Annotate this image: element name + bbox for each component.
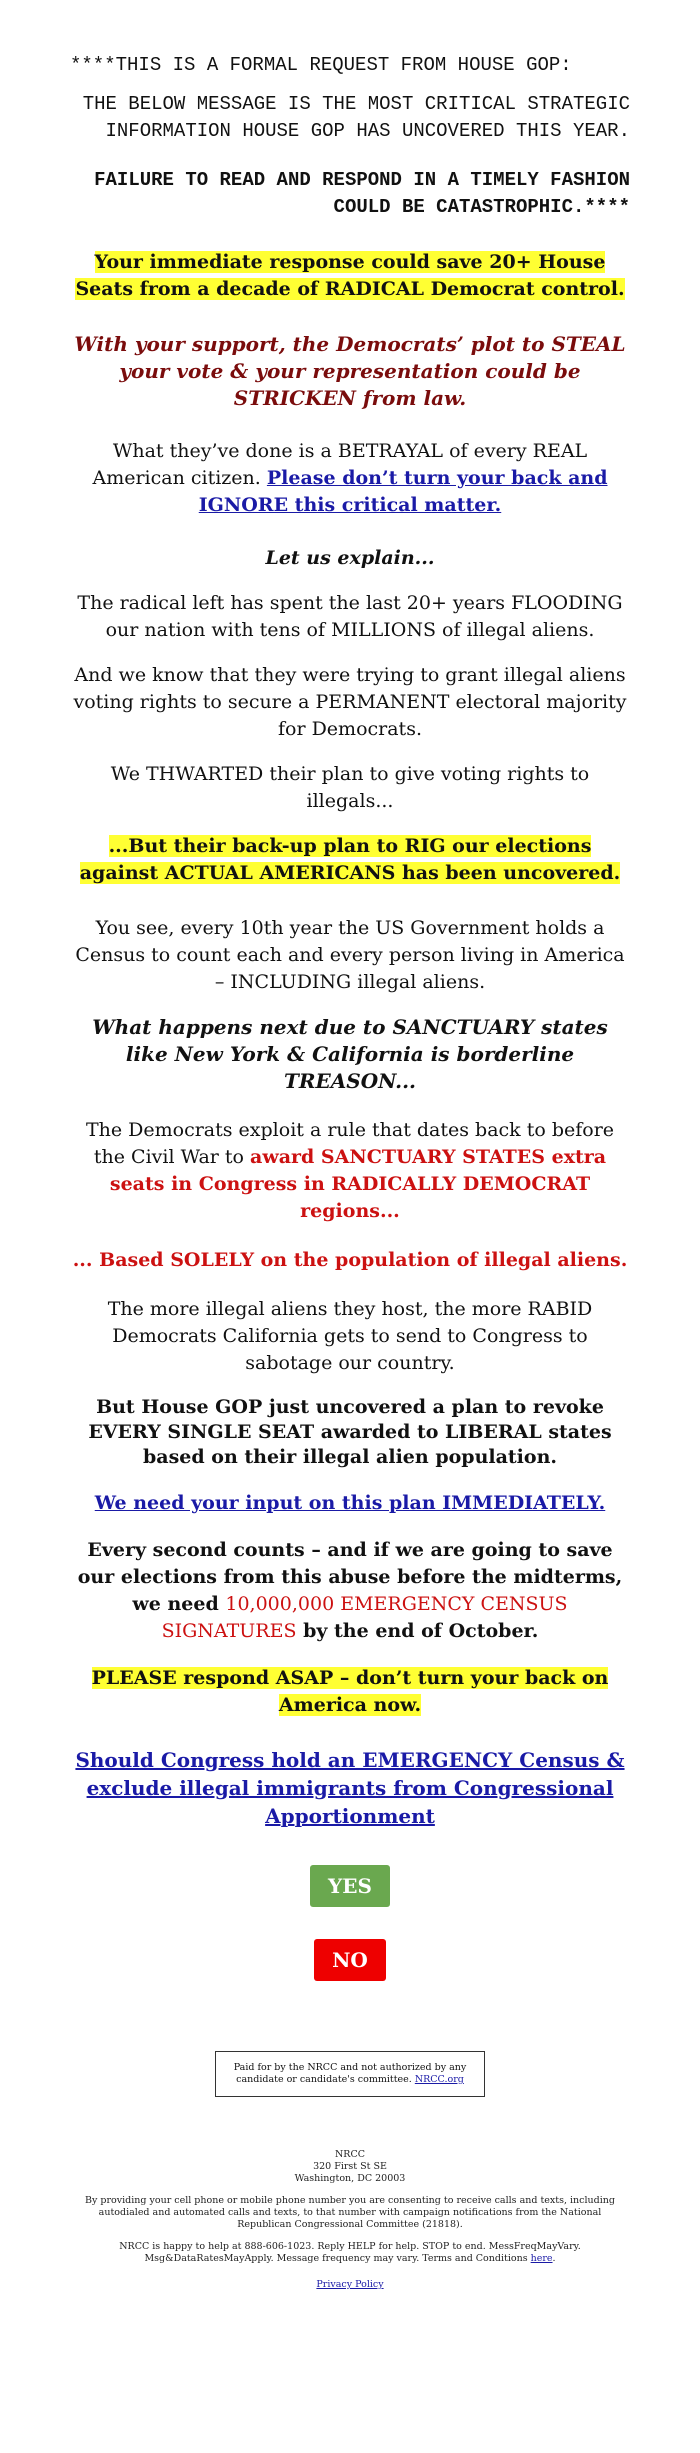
email-body — [70, 0, 630, 2291]
counts-red-text: 10,000,000 EMERGENCY CENSUS SIGNATURES — [161, 1593, 568, 1642]
privacy-policy-link[interactable]: Privacy Policy — [316, 2279, 384, 2290]
footer-city: Washington, DC 20003 — [294, 2173, 406, 2184]
nrcc-org-link[interactable]: NRCC.org — [414, 2074, 464, 2085]
census-paragraph: You see, every 10th year the US Government holds a Census to count each and every person living in America – INCLUDING illegal aliens. — [75, 917, 625, 993]
counts-text-a: Every second counts – and if we are going to save our elections from this abuse before the midterms, we need — [77, 1539, 623, 1615]
ignore-link[interactable]: Please don’t turn your back and IGNORE this critical matter. — [198, 467, 608, 516]
question-link-row — [70, 1747, 630, 1831]
counts-text-b: by the end of October. — [303, 1620, 539, 1642]
privacy-row — [70, 2279, 630, 2291]
sanctuary-paragraph: What happens next due to SANCTUARY states like New York & California is borderline TREASON... — [92, 1015, 608, 1093]
counts-paragraph — [70, 1537, 630, 1645]
solely-paragraph: ... Based SOLELY on the population of illegal aliens. — [72, 1249, 628, 1271]
input-link[interactable]: We need your input on this plan IMMEDIATELY. — [94, 1492, 606, 1514]
intro-line-2: THE BELOW MESSAGE IS THE MOST CRITICAL STRATEGIC INFORMATION HOUSE GOP HAS UNCOVERED THIS YEAR. — [82, 93, 630, 142]
exploit-red-text: award SANCTUARY STATES extra seats in Congress in RADICALLY DEMOCRAT regions... — [109, 1146, 607, 1222]
footer-org: NRCC — [334, 2149, 365, 2160]
terms-here-link[interactable]: here — [530, 2253, 553, 2264]
disclaimer-text: Paid for by the NRCC and not authorized by any candidate or candidate's committee. — [233, 2062, 467, 2085]
steal-paragraph: With your support, the Democrats’ plot to STEAL your vote & your representation could be STRICKEN from law. — [74, 332, 626, 410]
highlight-save-seats: Your immediate response could save 20+ House Seats from a decade of RADICAL Democrat control. — [75, 251, 625, 300]
thwarted-paragraph: We THWARTED their plan to give voting rights to illegals... — [110, 763, 590, 812]
census-question-link[interactable]: Should Congress hold an EMERGENCY Census & exclude illegal immigrants from Congressional Apportionment — [75, 1748, 625, 1828]
intro-line-3: FAILURE TO READ AND RESPOND IN A TIMELY FASHION COULD BE CATASTROPHIC.**** — [94, 169, 630, 218]
exploit-paragraph — [70, 1117, 630, 1225]
footer-help: NRCC is happy to help at 888-606-1023. Reply HELP for help. STOP to end. MessFreqMayVary. Msg&DataRatesMayApply. Message frequency may vary. Terms and Conditions here. — [119, 2241, 581, 2264]
paid-for-disclaimer — [215, 2051, 485, 2097]
explain-heading: Let us explain... — [265, 547, 435, 569]
no-button[interactable]: NO — [314, 1939, 386, 1981]
highlight-respond-asap: PLEASE respond ASAP – don’t turn your back on America now. — [91, 1667, 609, 1716]
footer-help-text: NRCC is happy to help at 888-606-1023. Reply HELP for help. STOP to end. MessFreqMayVary. Msg&DataRatesMayApply. Message frequency may vary. Terms and Conditions — [119, 2241, 581, 2264]
footer — [70, 2149, 630, 2291]
input-link-row — [70, 1490, 630, 1517]
rabid-paragraph: The more illegal aliens they host, the more RABID Democrats California gets to send to Congress to sabotage our country. — [107, 1298, 593, 1374]
exploit-text: The Democrats exploit a rule that dates back to before the Civil War to — [85, 1119, 615, 1168]
intro-line-1: ****THIS IS A FORMAL REQUEST FROM HOUSE GOP: — [70, 54, 572, 76]
voting-paragraph: And we know that they were trying to grant illegal aliens voting rights to secure a PERMANENT electoral majority for Democrats. — [73, 664, 627, 740]
betrayal-text: What they’ve done is a BETRAYAL of every REAL American citizen. — [92, 440, 588, 489]
revoke-paragraph: But House GOP just uncovered a plan to revoke EVERY SINGLE SEAT awarded to LIBERAL states based on their illegal alien population. — [88, 1396, 612, 1468]
flooding-paragraph: The radical left has spent the last 20+ years FLOODING our nation with tens of MILLIONS of illegal aliens. — [77, 592, 623, 641]
betrayal-paragraph — [70, 438, 630, 519]
footer-consent: By providing your cell phone or mobile phone number you are consenting to receive calls and texts, including autodialed and automated calls and texts, to that number with campaign notifications from the National Republican Congressional Committee (21818). — [85, 2195, 615, 2230]
footer-street: 320 First St SE — [313, 2161, 387, 2172]
yes-button[interactable]: YES — [310, 1865, 390, 1907]
highlight-rig-elections: ...But their back-up plan to RIG our elections against ACTUAL AMERICANS has been uncovered. — [79, 835, 621, 884]
